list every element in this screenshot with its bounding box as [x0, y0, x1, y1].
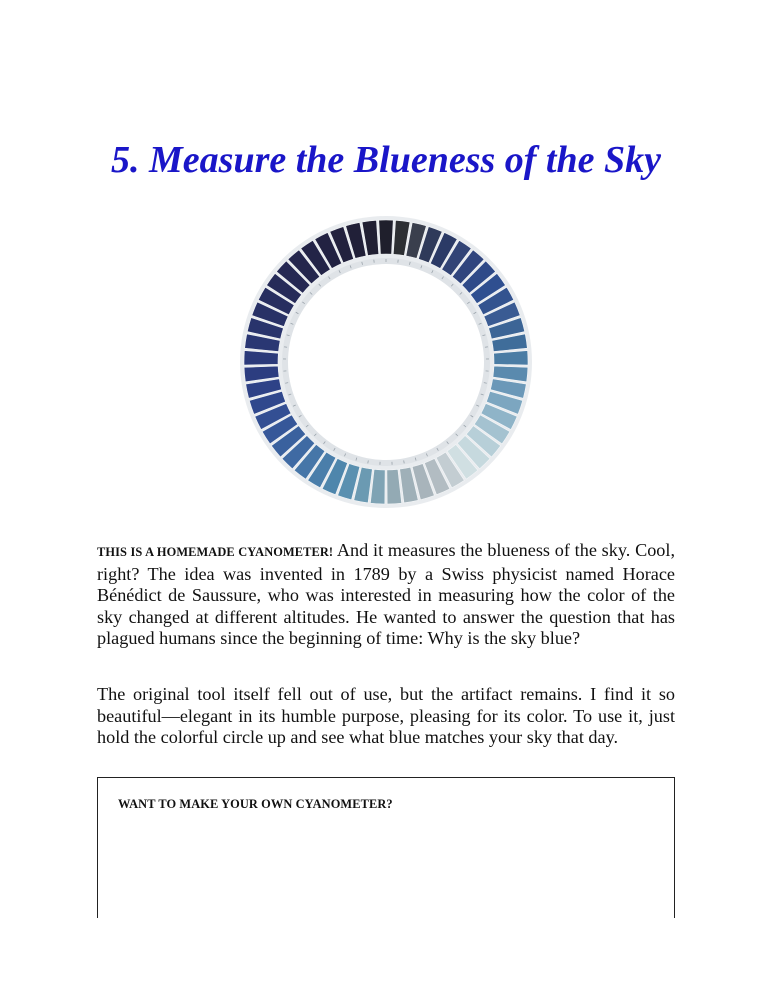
diy-sidebar-title: WANT TO MAKE YOUR OWN CYANOMETER?: [118, 797, 393, 811]
cyanometer-swatch: [494, 351, 528, 365]
diy-sidebar-box: [97, 777, 675, 918]
intro-lead-heading: THIS IS A HOMEMADE CYANOMETER!: [97, 545, 334, 559]
page-title: 5. Measure the Blueness of the Sky: [111, 139, 661, 181]
cyanometer-swatch: [244, 351, 278, 365]
cyanometer-tick: [368, 460, 369, 463]
cyanometer-swatch: [379, 220, 393, 254]
usage-paragraph: The original tool itself fell out of use, but the artifact remains. I find it so beautiful—elegant in its humble purpose, pleasing for its color. To use it, just hold the colorful circle up and see what blue matches your sky that day.: [97, 684, 675, 748]
intro-paragraph-text: And it measures the blueness of the sky. Cool, right? The idea was invented in 1789 by a Swiss physicist named Horace Bénédict de Saussure, who was interested in measuring how the color of the sky changed at different altitudes. He wanted to answer the question that has plagued humans since the beginning of time: Why is the sky blue?: [97, 540, 675, 649]
cyanometer-wheel-image: [238, 214, 534, 510]
cyanometer-center: [288, 264, 484, 460]
intro-paragraph: [97, 540, 675, 650]
cyanometer-tick: [404, 460, 405, 463]
